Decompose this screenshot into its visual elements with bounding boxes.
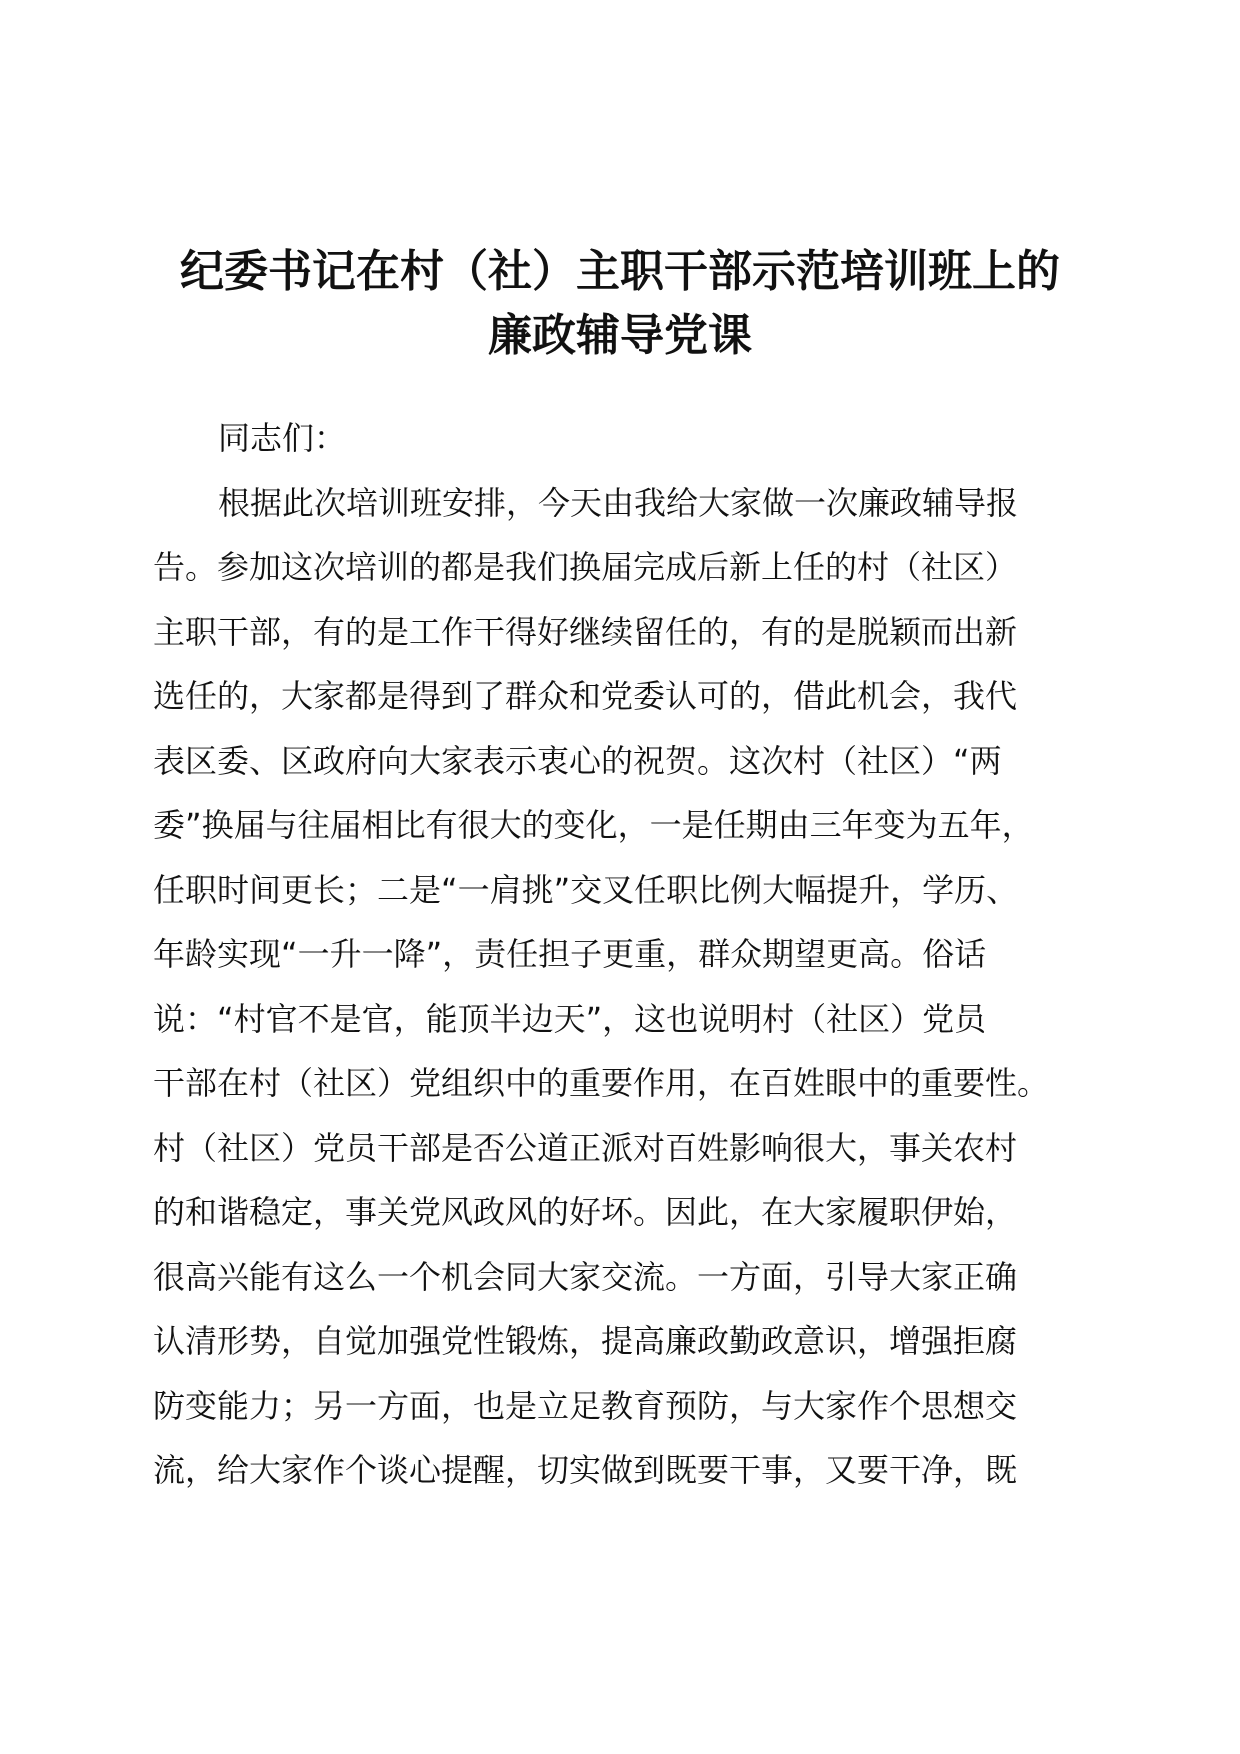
document-body — [153, 406, 1093, 1503]
paragraph-line: 认清形势，自觉加强党性锻炼，提高廉政勤政意识，增强拒腐 — [153, 1322, 1018, 1360]
paragraph-line: 根据此次培训班安排，今天由我给大家做一次廉政辅导报 — [218, 483, 1019, 522]
paragraph-line: 防变能力；另一方面，也是立足教育预防，与大家作个思想交 — [153, 1386, 1018, 1425]
salutation: 同志们： — [218, 419, 347, 457]
paragraph-line: 选任的，大家都是得到了群众和党委认可的，借此机会，我代 — [153, 677, 1018, 715]
paragraph-line: 流，给大家作个谈心提醒，切实做到既要干事，又要干净，既 — [153, 1451, 1018, 1489]
title-line-2: 廉政辅导党课 — [488, 310, 752, 361]
paragraph-line: 说：“村官不是官，能顶半边天”，这也说明村（社区）党员 — [153, 999, 987, 1038]
paragraph-line: 年龄实现“一升一降”，责任担子更重，群众期望更高。俗话 — [153, 935, 987, 973]
title-line-1: 纪委书记在村（社）主职干部示范培训班上的 — [180, 246, 1060, 297]
paragraph-line: 主职干部，有的是工作干得好继续留任的，有的是脱颖而出新 — [153, 612, 1018, 651]
paragraph-line: 表区委、区政府向大家表示衷心的祝贺。这次村（社区）“两 — [153, 741, 1002, 780]
document-title — [150, 240, 1090, 368]
paragraph-line: 干部在村（社区）党组织中的重要作用，在百姓眼中的重要性。 — [153, 1064, 1050, 1102]
paragraph-line: 的和谐稳定，事关党风政风的好坏。因此，在大家履职伊始， — [153, 1193, 1018, 1231]
paragraph-line: 村（社区）党员干部是否公道正派对百姓影响很大，事关农村 — [153, 1128, 1018, 1167]
paragraph-line: 委”换届与往届相比有很大的变化，一是任期由三年变为五年， — [153, 806, 1034, 844]
paragraph-line: 告。参加这次培训的都是我们换届完成后新上任的村（社区） — [153, 548, 1018, 586]
paragraph-line: 很高兴能有这么一个机会同大家交流。一方面，引导大家正确 — [153, 1257, 1018, 1296]
paragraph-line: 任职时间更长；二是“一肩挑”交叉任职比例大幅提升，学历、 — [153, 870, 1019, 909]
